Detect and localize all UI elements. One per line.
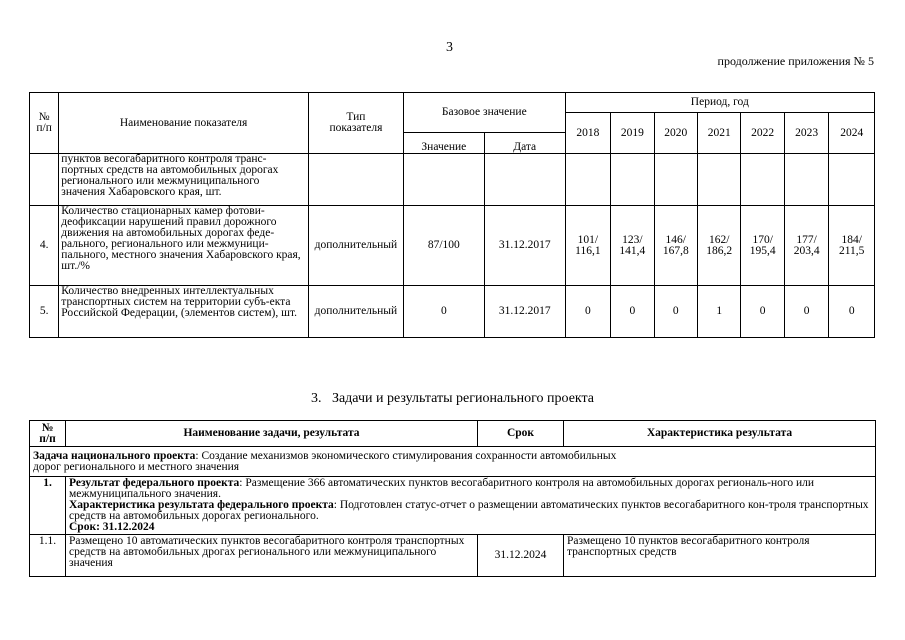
row-year-value: 170/ 195,4: [741, 206, 784, 286]
row-year-value: [565, 154, 610, 206]
header-period: Период, год: [565, 93, 874, 113]
header-name: Наименование показателя: [59, 93, 309, 154]
subresult-name: Размещено 10 автоматических пунктов весогабаритного контроля транспортных средств на автомобильных дрогах регионального или межмуниципального значения: [66, 535, 478, 577]
task-text-2: дорог регионального и местного значения: [33, 460, 240, 473]
row-year-value: 0: [741, 286, 784, 338]
row-type: дополнительный: [308, 206, 403, 286]
row-date: 31.12.2017: [484, 206, 565, 286]
task-text: : Создание механизмов экономического стимулирования сохранности автомобильных: [195, 449, 617, 462]
row-date: 31.12.2017: [484, 286, 565, 338]
subresult-num: 1.1.: [30, 535, 66, 577]
header-year: 2024: [829, 113, 875, 154]
row-type: [308, 154, 403, 206]
header-base: Базовое значение: [403, 93, 565, 133]
row-year-value: 146/ 167,8: [654, 206, 697, 286]
result-text: : Размещение 366 автоматических пунктов весогабаритного контроля на автомобильных дорогах региональ-ного или межмуниципального значения.: [69, 477, 815, 500]
header-type: Тип показателя: [308, 93, 403, 154]
result-label: Результат федерального проекта: [69, 477, 240, 489]
result-term: Срок: 31.12.2024: [69, 521, 155, 533]
header-task-name: Наименование задачи, результата: [66, 421, 478, 447]
section-title: 3. Задачи и результаты регионального проекта: [310, 391, 595, 406]
row-year-value: [611, 154, 654, 206]
header-year: 2022: [741, 113, 784, 154]
header-date: Дата: [484, 133, 565, 154]
row-year-value: 1: [698, 286, 741, 338]
row-name: Количество внедренных интеллектуальных транспортных систем на территории субъ-екта Российской Федерации, (элементов систем), шт.: [59, 286, 309, 338]
table-row: [30, 154, 875, 206]
task-label: Задача национального проекта: [33, 449, 196, 462]
row-year-value: 0: [565, 286, 610, 338]
header-value: Значение: [403, 133, 484, 154]
table-row: [30, 206, 875, 286]
row-year-value: 123/ 141,4: [611, 206, 654, 286]
row-value: [403, 154, 484, 206]
header-term: Срок: [478, 421, 564, 447]
header-num: № п/п: [30, 93, 59, 154]
row-year-value: 0: [829, 286, 875, 338]
row-num: 5.: [30, 286, 59, 338]
result-num: 1.: [30, 477, 66, 535]
subresult-characteristic: Размещено 10 пунктов весогабаритного контроля транспортных средств: [564, 535, 876, 577]
row-year-value: [784, 154, 828, 206]
row-year-value: [741, 154, 784, 206]
header-num: № п/п: [30, 421, 66, 447]
row-year-value: [654, 154, 697, 206]
row-value: 0: [403, 286, 484, 338]
row-year-value: [698, 154, 741, 206]
table-row: [30, 286, 875, 338]
page-number: 3: [446, 40, 453, 55]
result-char-text: : Подготовлен статус-отчет о размещении автоматических пунктов весогабаритного кон-троля транспортных средств на автомобильных дорогах регионального.: [69, 499, 869, 522]
national-task: [30, 447, 876, 477]
row-year-value: 0: [654, 286, 697, 338]
header-year: 2021: [698, 113, 741, 154]
federal-result: [66, 477, 876, 535]
continuation-note: продолжение приложения № 5: [717, 54, 874, 68]
row-year-value: [829, 154, 875, 206]
header-year: 2023: [784, 113, 828, 154]
header-year: 2019: [611, 113, 654, 154]
row-year-value: 184/ 211,5: [829, 206, 875, 286]
result-char-label: Характеристика результата федерального проекта: [69, 499, 334, 511]
indicators-table: [29, 92, 875, 338]
header-characteristic: Характеристика результата: [564, 421, 876, 447]
row-year-value: 0: [611, 286, 654, 338]
row-year-value: 177/ 203,4: [784, 206, 828, 286]
row-date: [484, 154, 565, 206]
row-num: [30, 154, 59, 206]
header-year: 2018: [565, 113, 610, 154]
row-year-value: 101/ 116,1: [565, 206, 610, 286]
subresult-term: 31.12.2024: [478, 535, 564, 577]
row-name: пунктов весогабаритного контроля транс-портных средств на автомобильных дорогах регионального или межмуниципального значения Хабаровского края, шт.: [59, 154, 309, 206]
header-year: 2020: [654, 113, 697, 154]
tasks-table: [29, 420, 876, 577]
row-type: дополнительный: [308, 286, 403, 338]
row-year-value: 0: [784, 286, 828, 338]
row-num: 4.: [30, 206, 59, 286]
row-name: Количество стационарных камер фотови-деофиксации нарушений правил дорожного движения на автомобильных дорогах феде-рального, регионального или межмуници-пального, местного значения Хабаровского края, шт./%: [59, 206, 309, 286]
row-value: 87/100: [403, 206, 484, 286]
row-year-value: 162/ 186,2: [698, 206, 741, 286]
